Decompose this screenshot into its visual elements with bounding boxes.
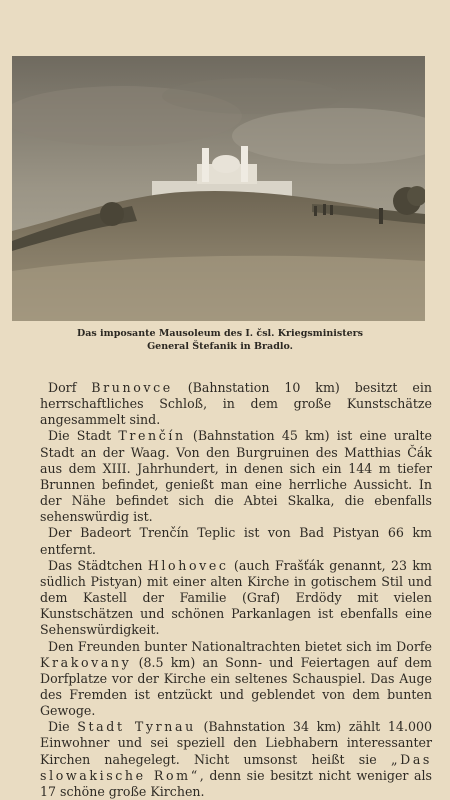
quoted-epithet: „Das slowakische Rom“ xyxy=(40,751,432,783)
mausoleum-photo xyxy=(12,56,425,321)
mausoleum-photo-image xyxy=(12,56,425,321)
place-name: Brunovce xyxy=(91,380,173,395)
photo-caption xyxy=(30,327,410,353)
paragraph-hlohovec: Das Städtchen Hlohovec (auch Frašťák genannt, 23 km südlich Pistyan) mit einer alten Kirche in gotischem Stil und dem Kastell der Familie (Graf) Erdödy mit vielen Kunstschätzen und schönen Parkanlagen ist ebenfalls eine Sehenswürdigkeit. xyxy=(40,557,432,638)
place-name: Stadt Tyrnau xyxy=(77,719,196,735)
place-name: Hlohovec xyxy=(147,557,229,573)
place-name: Trenčín xyxy=(118,428,186,444)
caption-line-1: Das imposante Mausoleum des I. čsl. Kriegsministers xyxy=(77,328,363,339)
place-name: Krakovany xyxy=(40,654,132,670)
caption-line-2: General Štefanik in Bradlo. xyxy=(147,341,293,352)
body-text xyxy=(40,380,432,800)
paragraph-tyrnau: Die Stadt Tyrnau (Bahnstation 34 km) zählt 14.000 Einwohner und sei speziell den Liebhabern interessanter Kirchen nahegelegt. Nicht umsonst heißt sie „Das slowakische Rom“, denn sie besitzt nicht weniger als 17 schöne große Kirchen. xyxy=(40,719,433,799)
paragraph-trencin: Die Stadt Trenčín (Bahnstation 45 km) ist eine uralte Stadt an der Waag. Von den Burgruinen des Matthias Čák aus dem XIII. Jahrhundert, in denen sich ein 144 m tiefer Brunnen befindet, genießt man eine herrliche Aussicht. In der Nähe befindet sich die Abtei Skalka, die ebenfalls sehenswürdig ist. xyxy=(40,428,432,525)
paragraph-krakovany: Den Freunden bunter Nationaltrachten bietet sich im Dorfe Krakovany (8.5 km) an Sonn- und Feiertagen auf dem Dorfplatze vor der Kirche ein seltenes Schauspiel. Das Auge des Fremden ist entzückt und geblendet von dem bunten Gewoge. xyxy=(40,638,432,719)
paragraph-trencin-teplic: Der Badeort Trenčín Teplic ist von Bad Pistyan 66 km entfernt. xyxy=(40,525,432,557)
paragraph-brunovce: Dorf Brunovce (Bahnstation 10 km) besitzt ein herrschaftliches Schloß, in dem große Kunstschätze angesammelt sind. xyxy=(40,380,432,428)
